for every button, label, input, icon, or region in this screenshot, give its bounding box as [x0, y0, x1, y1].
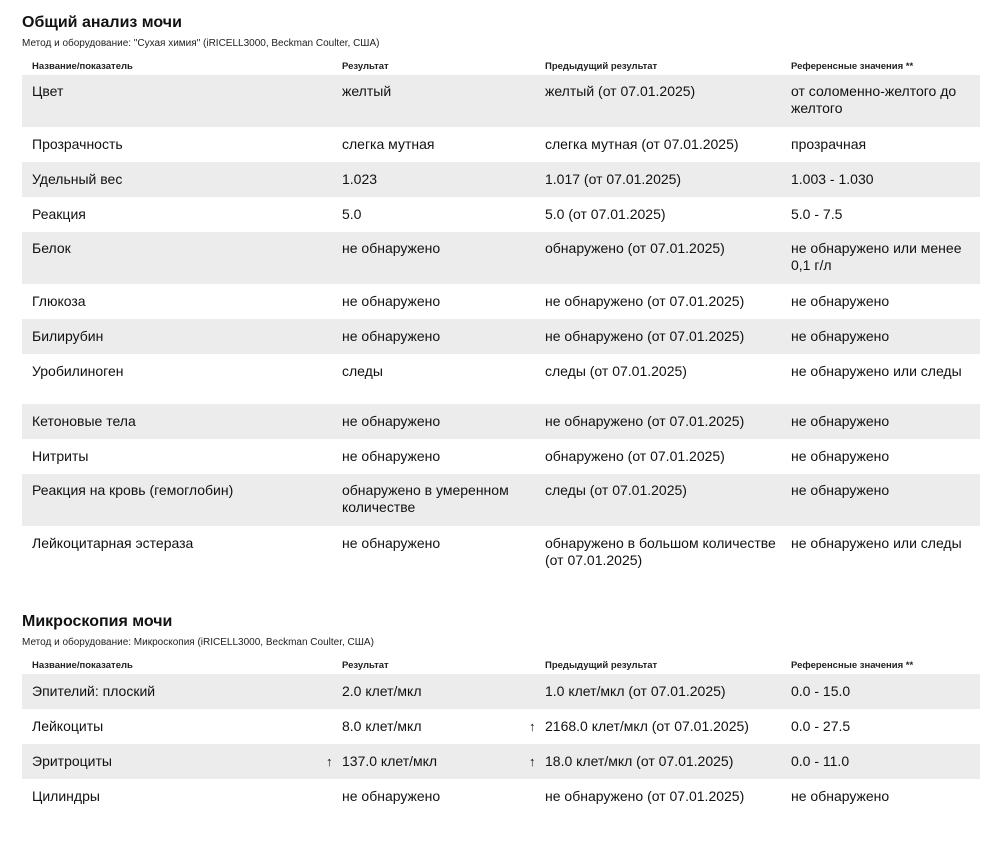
row-reference: не обнаружено [791, 482, 890, 498]
row-reference: 5.0 - 7.5 [791, 206, 843, 222]
row-reference: не обнаружено или менее 0,1 г/л [791, 240, 962, 273]
row-previous: не обнаружено (от 07.01.2025) [545, 328, 745, 344]
row-result: обнаружено в умеренном количестве [342, 482, 509, 515]
table-row [22, 779, 980, 814]
table-row [22, 197, 980, 232]
table-header [22, 657, 980, 671]
arrow-up-icon: ↑ [529, 719, 536, 734]
row-name: Нитриты [32, 448, 89, 464]
table-row [22, 162, 980, 197]
table-row [22, 75, 980, 127]
section-title: Общий анализ мочи [22, 14, 182, 31]
table-row [22, 319, 980, 354]
row-result: желтый [342, 83, 392, 99]
row-reference: не обнаружено [791, 788, 890, 804]
row-previous-cell [529, 753, 781, 779]
row-name: Глюкоза [32, 293, 86, 309]
row-result-cell [326, 753, 535, 779]
row-reference: 0.0 - 11.0 [791, 753, 850, 769]
urinalysis-section [22, 14, 980, 576]
row-previous: 1.0 клет/мкл (от 07.01.2025) [545, 683, 726, 699]
row-result: не обнаружено [342, 535, 441, 551]
row-name: Цвет [32, 83, 64, 99]
row-previous: следы (от 07.01.2025) [545, 482, 687, 498]
row-result: 2.0 клет/мкл [342, 683, 422, 699]
row-name: Реакция на кровь (гемоглобин) [32, 482, 234, 498]
row-name: Лейкоциты [32, 718, 104, 734]
row-reference: не обнаружено или следы [791, 535, 962, 551]
row-previous: не обнаружено (от 07.01.2025) [545, 293, 745, 309]
row-result: не обнаружено [342, 788, 441, 804]
microscopy-section [22, 613, 980, 814]
table-row [22, 674, 980, 709]
row-previous: 5.0 (от 07.01.2025) [545, 206, 666, 222]
row-previous: следы (от 07.01.2025) [545, 363, 687, 379]
method-text: Метод и оборудование: "Сухая химия" (iRICELL3000, Beckman Coulter, США) [22, 38, 380, 49]
row-previous: желтый (от 07.01.2025) [545, 83, 696, 99]
row-result: следы [342, 363, 383, 379]
table-row [22, 127, 980, 162]
row-result: не обнаружено [342, 293, 441, 309]
row-reference: не обнаружено [791, 293, 890, 309]
section-title: Микроскопия мочи [22, 613, 173, 630]
header-previous: Предыдущий результат [545, 660, 658, 671]
row-result: 8.0 клет/мкл [342, 718, 422, 734]
table-row [22, 709, 980, 744]
row-previous: 18.0 клет/мкл (от 07.01.2025) [545, 753, 734, 769]
header-name: Название/показатель [32, 660, 133, 671]
header-name: Название/показатель [32, 61, 133, 72]
row-reference: не обнаружено [791, 448, 890, 464]
row-reference: не обнаружено [791, 328, 890, 344]
row-name: Кетоновые тела [32, 413, 136, 429]
row-result: 1.023 [342, 171, 378, 187]
table-row [22, 404, 980, 439]
header-reference: Референсные значения ** [791, 61, 914, 72]
row-reference: 1.003 - 1.030 [791, 171, 874, 187]
arrow-up-icon: ↑ [326, 754, 333, 769]
row-result: не обнаружено [342, 240, 441, 256]
row-result: 137.0 клет/мкл [342, 753, 438, 769]
arrow-up-icon: ↑ [529, 754, 536, 769]
row-name: Реакция [32, 206, 86, 222]
row-previous: не обнаружено (от 07.01.2025) [545, 788, 745, 804]
table-row [22, 232, 980, 284]
row-name: Лейкоцитарная эстераза [32, 535, 194, 551]
header-result: Результат [342, 61, 389, 72]
row-previous: обнаружено в большом количестве (от 07.01.2025) [545, 535, 776, 568]
row-reference: не обнаружено [791, 413, 890, 429]
table-row [22, 744, 980, 779]
row-previous: обнаружено (от 07.01.2025) [545, 448, 725, 464]
table-header [22, 58, 980, 72]
row-previous: обнаружено (от 07.01.2025) [545, 240, 725, 256]
row-name: Эпителий: плоский [32, 683, 156, 699]
row-reference: от соломенно-желтого до желтого [791, 83, 957, 116]
row-previous: 1.017 (от 07.01.2025) [545, 171, 682, 187]
row-previous: не обнаружено (от 07.01.2025) [545, 413, 745, 429]
row-reference: прозрачная [791, 136, 867, 152]
table-row [22, 474, 980, 526]
row-result: слегка мутная [342, 136, 435, 152]
row-result: не обнаружено [342, 448, 441, 464]
row-previous: 2168.0 клет/мкл (от 07.01.2025) [545, 718, 749, 734]
table-row [22, 526, 980, 576]
row-reference: 0.0 - 15.0 [791, 683, 851, 699]
table-row [22, 439, 980, 474]
row-name: Уробилиноген [32, 363, 124, 379]
row-result: 5.0 [342, 206, 362, 222]
method-text: Метод и оборудование: Микроскопия (iRICELL3000, Beckman Coulter, США) [22, 637, 374, 648]
row-name: Белок [32, 240, 71, 256]
table-row [22, 354, 980, 404]
row-name: Удельный вес [32, 171, 123, 187]
row-previous-cell [529, 718, 781, 744]
table-row [22, 284, 980, 319]
header-previous: Предыдущий результат [545, 61, 658, 72]
row-previous: слегка мутная (от 07.01.2025) [545, 136, 739, 152]
header-result: Результат [342, 660, 389, 671]
header-reference: Референсные значения ** [791, 660, 914, 671]
row-name: Цилиндры [32, 788, 100, 804]
row-name: Прозрачность [32, 136, 123, 152]
row-result: не обнаружено [342, 328, 441, 344]
row-result: не обнаружено [342, 413, 441, 429]
row-reference: 0.0 - 27.5 [791, 718, 851, 734]
row-name: Билирубин [32, 328, 104, 344]
row-name: Эритроциты [32, 753, 112, 769]
row-reference: не обнаружено или следы [791, 363, 962, 379]
